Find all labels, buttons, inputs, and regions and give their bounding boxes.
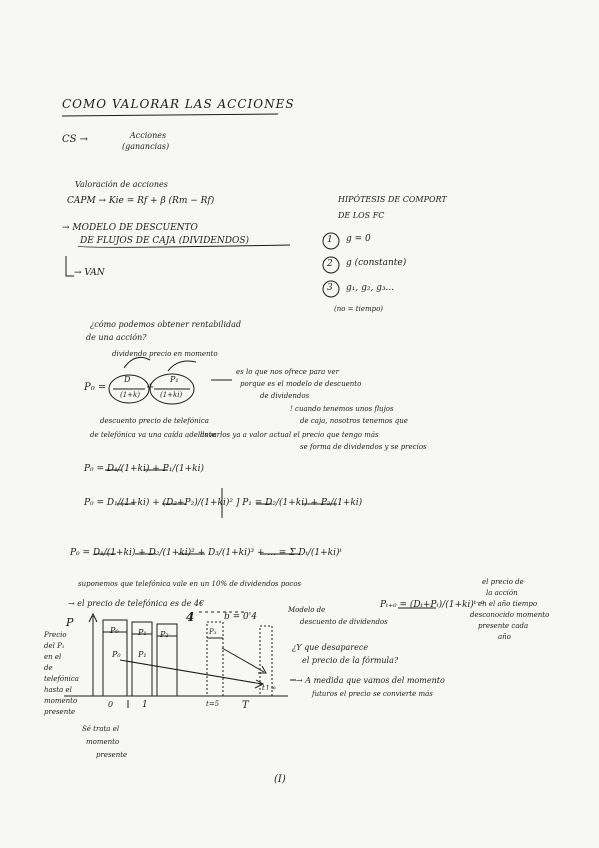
- hypothesis-title-2: DE LOS FC: [338, 211, 385, 220]
- pt-formula: Pₜ₊₀ = (Dₜ+Pₜ)/(1+ki)ᵗ⁻⁰: [380, 600, 485, 610]
- model-desc-2: descuento de dividendos: [300, 618, 388, 626]
- left-note-line: presente: [44, 708, 76, 716]
- b-equation: b = 0'4: [224, 612, 257, 622]
- rhs-note-3: de dividendos: [260, 392, 310, 400]
- rhs-note-2: porque es el modelo de descuento: [240, 380, 362, 388]
- hypothesis-1: g = 0: [346, 234, 371, 244]
- x-tick: 1: [142, 700, 148, 710]
- note-cuando-2: de caja, nosotros tenemos que: [300, 417, 408, 425]
- left-note: [44, 630, 78, 718]
- hyp-num-2: 2: [327, 259, 333, 269]
- equation-2: P₀ = D₁/(1+ki) + (D₂+P₂)/(1+ki)² ] P₁ = D₂/(1+ki) + P₂/(1+ki): [84, 498, 363, 508]
- page-title: COMO VALORAR LAS ACCIONES: [62, 97, 295, 111]
- x-tick: T: [242, 700, 249, 711]
- left-note-line: momento: [44, 697, 78, 705]
- bar-label: P₁: [138, 650, 147, 659]
- rhs-note-1: es lo que nos ofrece para ver: [236, 368, 339, 376]
- hypothesis-3: g₁, g₂, g₃...: [346, 283, 395, 293]
- van-label: → VAN: [74, 268, 105, 278]
- van-bracket: [66, 256, 74, 276]
- note-cuando-4: se forma de dividendos y se precios: [300, 443, 427, 451]
- left-note-line: en el: [44, 653, 62, 661]
- medida-line-1: → A medida que vamos del momento: [296, 676, 445, 685]
- left-note-line: Precio: [44, 631, 67, 639]
- note-cuando-1: ! cuando tenemos unos flujos: [290, 405, 394, 413]
- de-telefonica: de telefónica va una caída adelante: [90, 431, 216, 439]
- model-desc-1: Modelo de: [288, 606, 326, 614]
- x-tick: 0: [108, 700, 114, 709]
- right-note-1: el precio de: [482, 578, 524, 586]
- cs-sub1: Acciones: [130, 131, 167, 140]
- bar-label: P₁: [138, 628, 147, 637]
- chart-y-label: P: [66, 616, 74, 629]
- bar-label: P₂: [160, 630, 169, 639]
- right-note-2: la acción: [486, 589, 518, 597]
- dividend-note: dividendo precio en momento: [112, 350, 218, 358]
- bar-label: P₃: [209, 628, 217, 636]
- left-note-line: de: [44, 664, 53, 672]
- right-note-5: presente cada: [478, 622, 529, 630]
- suppose-note: suponemos que telefónica vale en un 10% de dividendos pocos: [78, 580, 302, 588]
- note-cuando-3: llevarlos ya a valor actual el precio que tengo más: [200, 431, 379, 439]
- d1-term: D: [124, 375, 131, 384]
- cs-label: CS →: [62, 134, 89, 145]
- question-2-line-1: ¿Y que desaparece: [292, 643, 369, 652]
- p1-den: (1+ki): [160, 391, 183, 399]
- bar-label: P₀: [110, 626, 119, 635]
- left-note-line: hasta el: [44, 686, 72, 694]
- precio-telefonica: descuento precio de telefónica: [100, 417, 209, 425]
- trend-arrow: [120, 660, 262, 684]
- hypothesis-title-1: HIPÓTESIS DE COMPORT: [338, 195, 447, 204]
- four-value: 4: [186, 610, 195, 624]
- x-tick: t=5: [206, 700, 220, 708]
- telefonica-price: → el precio de telefónica es de 4€: [68, 599, 205, 608]
- valuation-label: Valoración de acciones: [75, 180, 168, 189]
- bar-label: P₀: [112, 650, 121, 659]
- model-line-1: → MODELO DE DESCUENTO: [62, 223, 198, 233]
- right-note-3: en el año tiempo: [478, 600, 538, 608]
- equation-3: P₀ = D₁/(1+ki) + D₂/(1+ki)² + D₃/(1+ki)³ + ... = Σ Dₜ/(1+ki)ᵗ: [70, 548, 342, 558]
- right-note-6: año: [498, 633, 511, 641]
- title-underline: [62, 114, 278, 116]
- capm-formula: CAPM → Kie = Rf + β (Rm − Rf): [67, 196, 215, 206]
- model-line-2: DE FLUJOS DE CAJA (DIVIDENDOS): [80, 236, 250, 246]
- bottom-note-1: Sé trata el: [82, 725, 120, 733]
- hyp-num-3: 3: [327, 283, 333, 293]
- question-line-1: ¿cómo podemos obtener rentabilidad: [90, 320, 242, 329]
- left-note-line: del P₁: [44, 642, 65, 650]
- p1-term: P₁: [170, 375, 179, 384]
- question-line-2: de una acción?: [86, 333, 147, 342]
- d1-den: (1+k): [120, 391, 141, 399]
- question-2-line-2: el precio de la fórmula?: [302, 656, 399, 665]
- medida-line-2: futuros el precio se convierte más: [312, 690, 433, 698]
- page-number: (I): [274, 774, 286, 785]
- plus-sign: +: [146, 382, 155, 393]
- left-note-line: telefónica: [44, 675, 79, 683]
- cs-sub2: (ganancias): [122, 142, 170, 151]
- hypothesis-3-note: (no = tiempo): [334, 305, 384, 313]
- bottom-note-3: presente: [96, 751, 128, 759]
- hyp-num-1: 1: [327, 235, 333, 245]
- hypothesis-2: g (constante): [346, 258, 407, 268]
- equation-1: P₀ = D₁/(1+ki) + P₁/(1+ki): [84, 464, 204, 474]
- right-note-4: desconocido momento: [470, 611, 550, 619]
- x-tick-after: t↑∞: [262, 684, 277, 692]
- p0-label: P₀ =: [84, 382, 107, 393]
- bottom-note-2: momento: [86, 738, 120, 746]
